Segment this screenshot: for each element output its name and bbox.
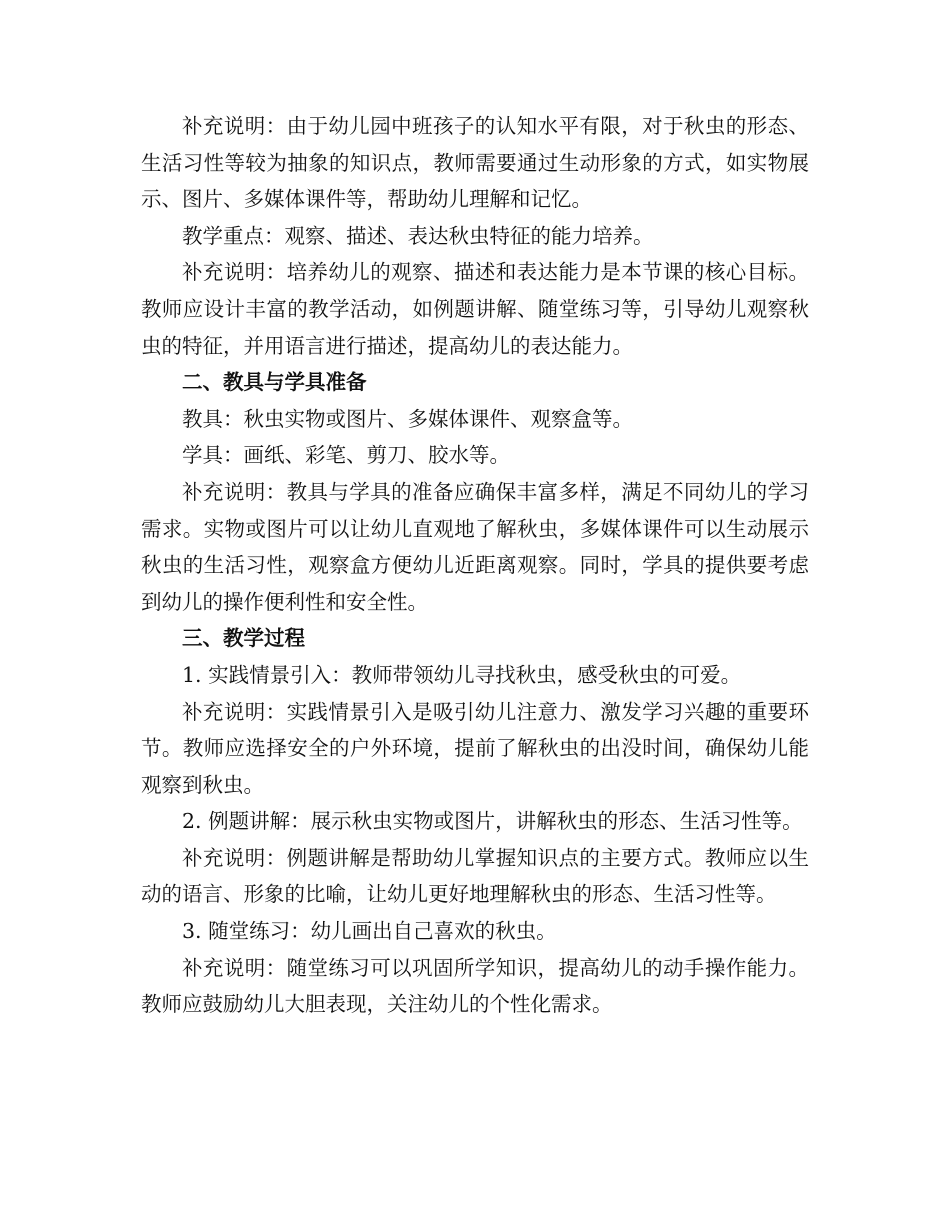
section-heading-tools: 二、教具与学具准备 <box>182 370 367 395</box>
paragraph-supplement-5: 补充说明：例题讲解是帮助幼儿掌握知识点的主要方式。教师应以生动的语言、形象的比喻，让幼儿更好地理解秋虫的形态、生活习性等。 <box>141 845 809 907</box>
paragraph-step-2: 2. 例题讲解：展示秋虫实物或图片，讲解秋虫的形态、生活习性等。 <box>182 809 803 834</box>
paragraph-supplement-2: 补充说明：培养幼儿的观察、描述和表达能力是本节课的核心目标。教师应设计丰富的教学活动，如例题讲解、随堂练习等，引导幼儿观察秋虫的特征，并用语言进行描述，提高幼儿的表达能力。 <box>141 260 809 358</box>
paragraph-step-3: 3. 随堂练习：幼儿画出自己喜欢的秋虫。 <box>182 919 557 944</box>
paragraph-teaching-tools: 教具：秋虫实物或图片、多媒体课件、观察盒等。 <box>182 406 633 431</box>
paragraph-step-1: 1. 实践情景引入：教师带领幼儿寻找秋虫，感受秋虫的可爱。 <box>182 662 742 687</box>
paragraph-supplement-3: 补充说明：教具与学具的准备应确保丰富多样，满足不同幼儿的学习需求。实物或图片可以让幼儿直观地了解秋虫，多媒体课件可以生动展示秋虫的生活习性，观察盒方便幼儿近距离观察。同时，学具的提供要考虑到幼儿的操作便利性和安全性。 <box>141 479 809 614</box>
paragraph-supplement-1: 补充说明：由于幼儿园中班孩子的认知水平有限，对于秋虫的形态、生活习性等较为抽象的知识点，教师需要通过生动形象的方式，如实物展示、图片、多媒体课件等，帮助幼儿理解和记忆。 <box>141 114 809 212</box>
paragraph-teaching-focus: 教学重点：观察、描述、表达秋虫特征的能力培养。 <box>182 223 654 248</box>
section-heading-process: 三、教学过程 <box>182 626 305 651</box>
paragraph-supplement-6: 补充说明：随堂练习可以巩固所学知识，提高幼儿的动手操作能力。教师应鼓励幼儿大胆表现，关注幼儿的个性化需求。 <box>141 955 809 1017</box>
document-body <box>141 108 809 1023</box>
paragraph-supplement-4: 补充说明：实践情景引入是吸引幼儿注意力、激发学习兴趣的重要环节。教师应选择安全的户外环境，提前了解秋虫的出没时间，确保幼儿能观察到秋虫。 <box>141 699 809 797</box>
paragraph-learning-tools: 学具：画纸、彩笔、剪刀、胶水等。 <box>182 443 510 468</box>
